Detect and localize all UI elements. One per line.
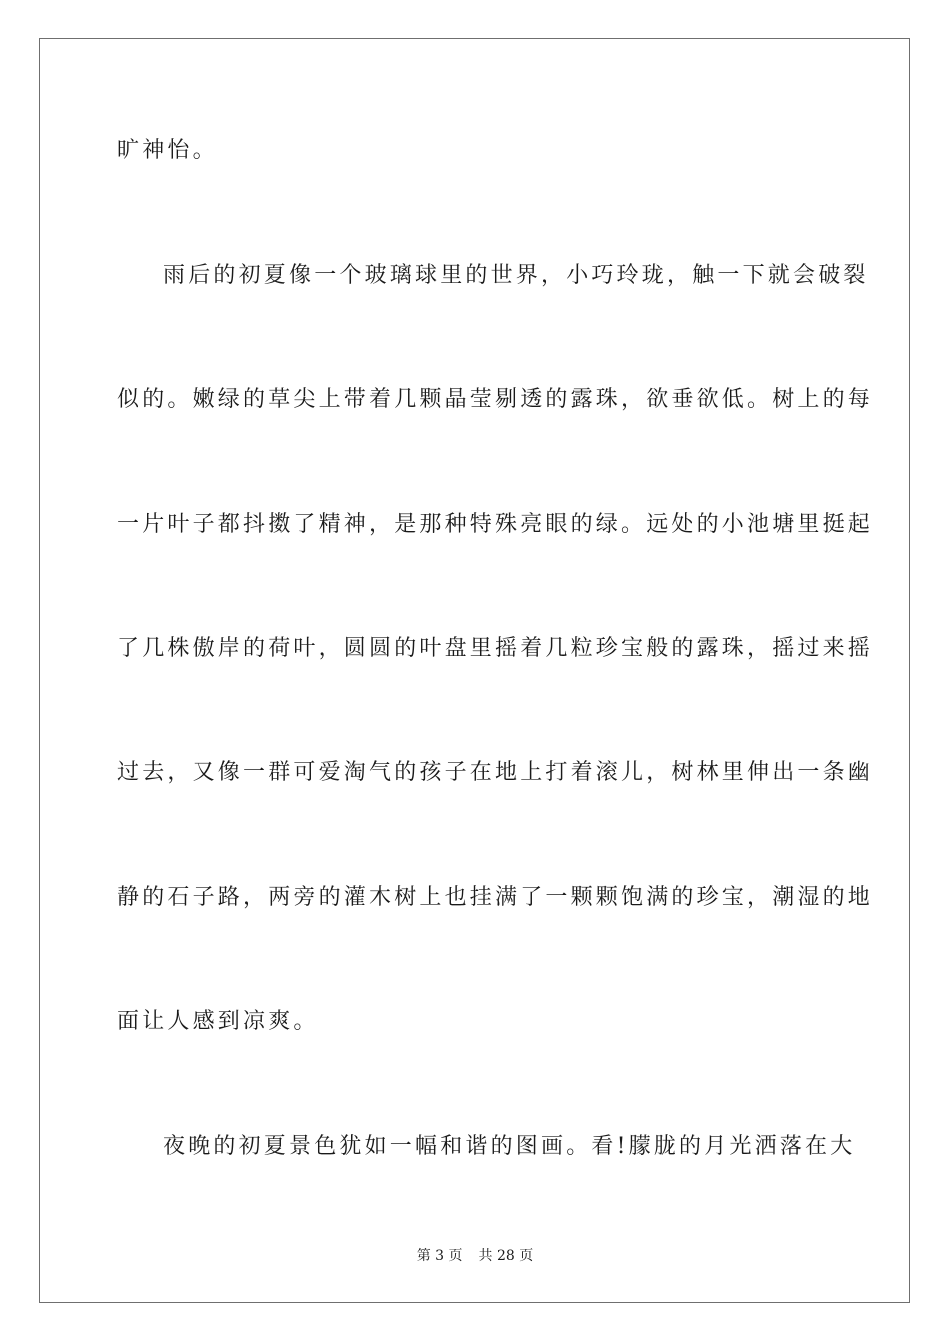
text-line: 面让人感到凉爽。 — [117, 1009, 319, 1034]
paragraph-start-line: 夜晚的初夏景色犹如一幅和谐的图画。看!朦胧的月光洒落在大 — [163, 1134, 856, 1159]
page-frame — [39, 38, 910, 1303]
text-line: 旷神怡。 — [117, 138, 218, 163]
text-line: 过去，又像一群可爱淘气的孩子在地上打着滚儿，树林里伸出一条幽 — [117, 760, 874, 785]
text-line: 似的。嫩绿的草尖上带着几颗晶莹剔透的露珠，欲垂欲低。树上的每 — [117, 387, 874, 412]
page-total: 共 28 页 — [478, 1248, 534, 1264]
text-line: 了几株傲岸的荷叶，圆圆的叶盘里摇着几粒珍宝般的露珠，摇过来摇 — [117, 636, 874, 661]
page-footer — [0, 1247, 950, 1265]
page-number: 第 3 页 — [416, 1248, 463, 1264]
paragraph-start-line: 雨后的初夏像一个玻璃球里的世界，小巧玲珑，触一下就会破裂 — [163, 263, 869, 288]
text-line: 一片叶子都抖擞了精神，是那种特殊亮眼的绿。远处的小池塘里挺起 — [117, 512, 874, 537]
text-line: 静的石子路，两旁的灌木树上也挂满了一颗颗饱满的珍宝，潮湿的地 — [117, 885, 874, 910]
